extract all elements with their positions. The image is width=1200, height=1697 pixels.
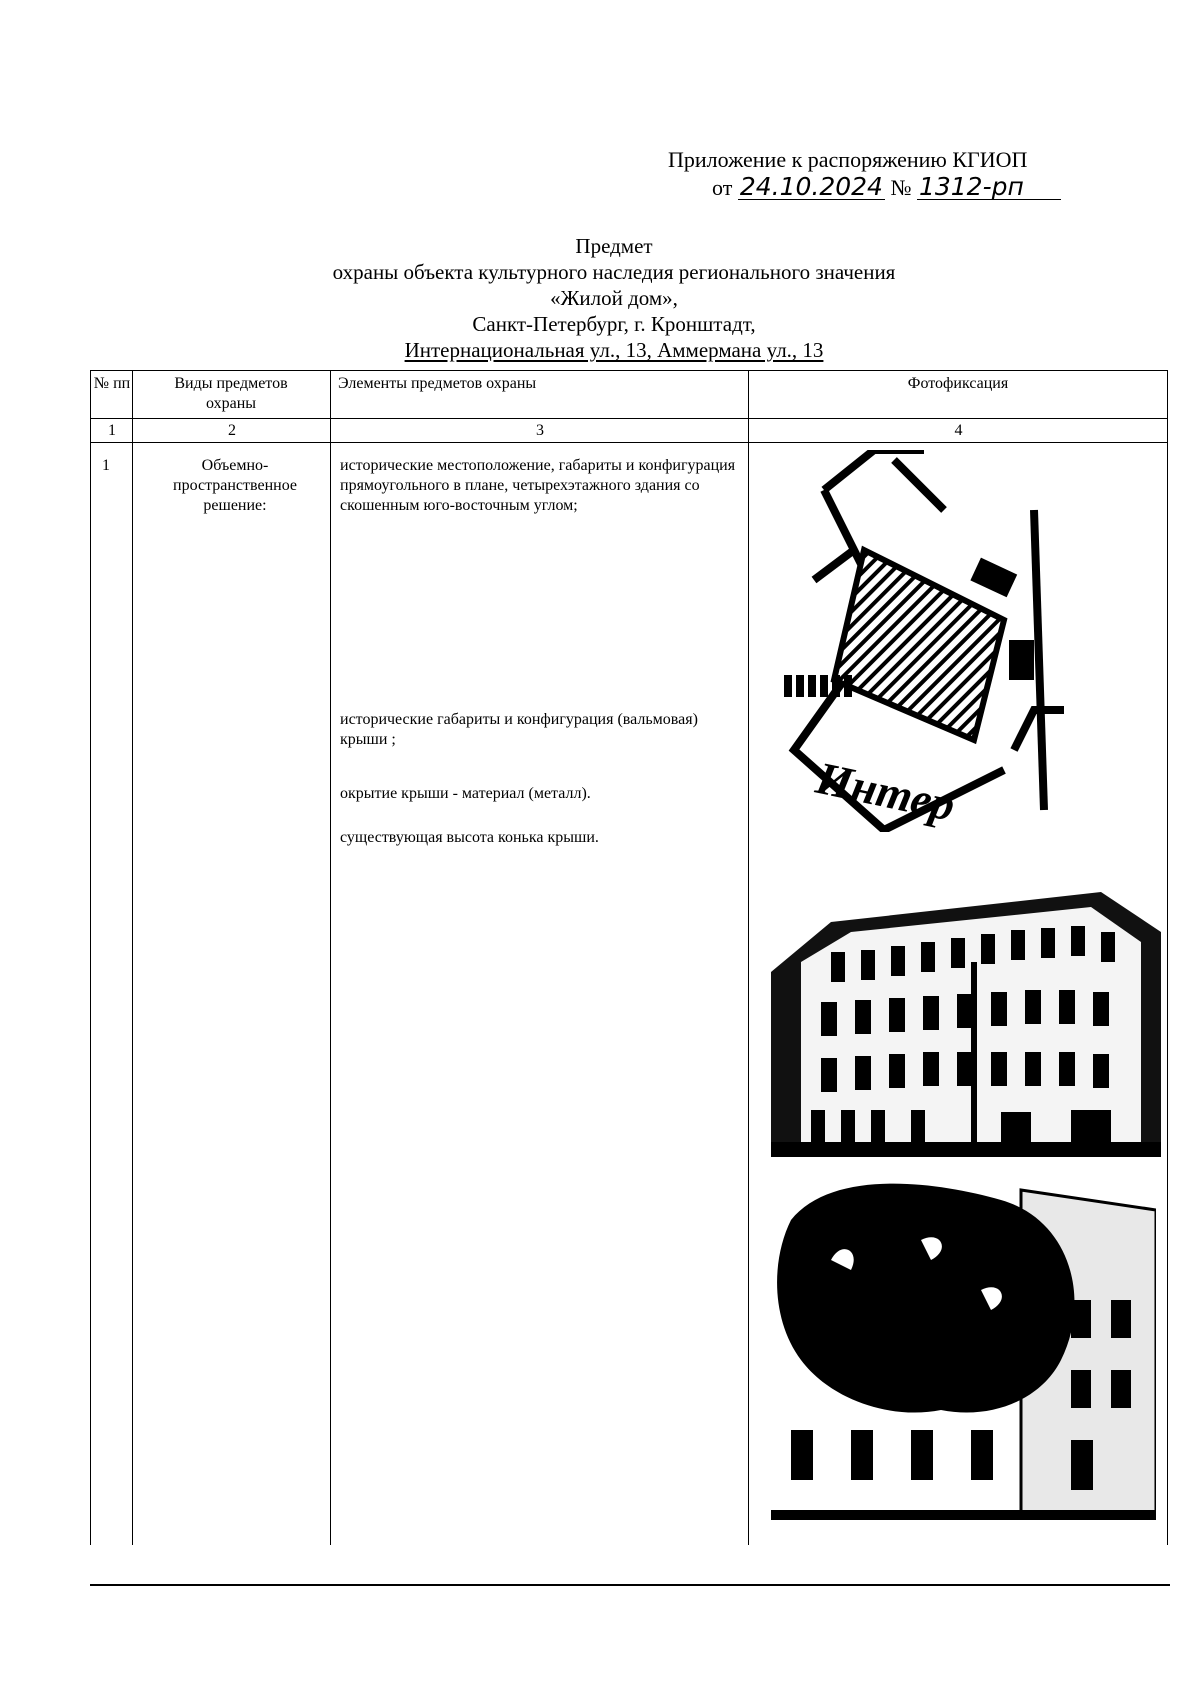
title-line-2: охраны объекта культурного наследия регионального значения <box>332 260 896 284</box>
site-plan-image <box>784 450 1094 832</box>
col-divider-3 <box>748 370 749 1545</box>
appendix-date-number <box>712 174 1088 202</box>
tree-building-drawing <box>771 1180 1156 1520</box>
appendix-reference <box>668 146 1088 202</box>
facade-photo <box>771 872 1161 1157</box>
col-divider-2 <box>330 370 331 1545</box>
title-line-5: Интернациональная ул., 13, Аммермана ул., 13 <box>404 338 824 362</box>
element-roof-config: исторические габариты и конфигурация (вальмовая) крыши ; <box>340 711 698 748</box>
colnum-4: 4 <box>954 422 963 439</box>
title-line-4: Санкт-Петербург, г. Кронштадт, <box>472 312 756 336</box>
title-line-3: «Жилой дом», <box>550 286 678 310</box>
appendix-line: Приложение к распоряжению КГИОП <box>668 147 1028 172</box>
col-divider-1 <box>132 370 133 1545</box>
header-divider <box>90 418 1168 419</box>
number-label: № <box>890 175 912 200</box>
row-num: 1 <box>102 457 110 474</box>
document-title <box>120 233 1108 363</box>
table-right-border <box>1167 370 1168 1545</box>
colnum-3: 3 <box>536 422 544 439</box>
header-photos: Фотофиксация <box>907 375 1009 392</box>
header-num: № пп <box>93 375 131 392</box>
title-line-1: Предмет <box>575 234 653 258</box>
header-elements: Элементы предметов охраны <box>338 375 537 392</box>
handwritten-date: 24.10.2024 <box>739 172 883 201</box>
colnum-2: 2 <box>228 422 236 439</box>
element-location: исторические местоположение, габариты и конфигурация прямоугольного в плане, четырехэтажного здания со скошенным юго-восточным углом; <box>340 457 736 514</box>
from-label: от <box>712 175 733 200</box>
site-plan-drawing <box>784 450 1094 832</box>
street-label: Интер <box>811 751 960 831</box>
page-bottom-rule <box>90 1584 1170 1586</box>
handwritten-number: 1312-рп <box>917 175 1061 200</box>
row-kind: Объемно-пространственное решение: <box>173 457 297 514</box>
numbers-divider <box>90 442 1168 443</box>
colnum-1: 1 <box>108 422 116 439</box>
element-roof-material: окрытие крыши - материал (металл). <box>340 785 591 802</box>
facade-drawing <box>771 872 1161 1157</box>
tree-building-photo <box>771 1180 1156 1520</box>
table-top-border <box>90 370 1168 371</box>
header-kind: Виды предметов охраны <box>174 375 288 412</box>
table-left-border <box>90 370 91 1545</box>
element-ridge-height: существующая высота конька крыши. <box>340 829 599 846</box>
